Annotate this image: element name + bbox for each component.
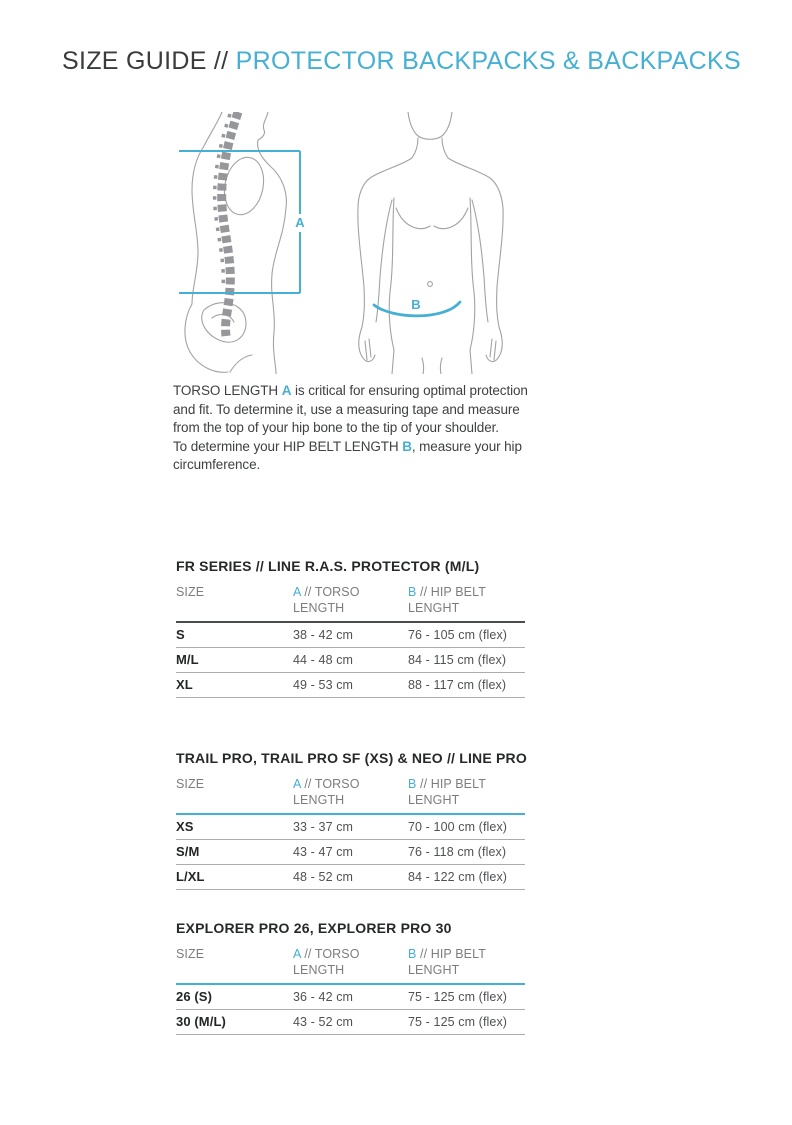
hip-belt-cell: 75 - 125 cm (flex) <box>408 990 508 1004</box>
header-text: // HIP BELT <box>416 585 486 599</box>
header-text: LENGHT <box>408 601 460 615</box>
column-header-hip-belt <box>408 776 525 808</box>
hip-belt-cell: 75 - 125 cm (flex) <box>408 1015 508 1029</box>
desc-text: circumference. <box>173 457 261 473</box>
torso-length-cell: 48 - 52 cm <box>293 870 354 884</box>
desc-text: , measure your hip <box>411 438 522 454</box>
header-accent-a: A <box>293 585 301 599</box>
column-header-size: SIZE <box>176 585 205 599</box>
header-text: LENGTH <box>293 963 345 977</box>
table-row <box>176 648 525 673</box>
size-cell: M/L <box>176 652 199 667</box>
table-row <box>176 623 525 648</box>
table-title: EXPLORER PRO 26, EXPLORER PRO 30 <box>176 920 452 936</box>
torso-length-cell: 36 - 42 cm <box>293 990 354 1004</box>
torso-length-cell: 43 - 47 cm <box>293 845 354 859</box>
torso-length-cell: 43 - 52 cm <box>293 1015 354 1029</box>
size-cell: S/M <box>176 844 200 859</box>
desc-text: and fit. To determine it, use a measuring tape and measure <box>173 401 520 417</box>
header-text: // TORSO <box>300 585 360 599</box>
table-header <box>176 946 525 983</box>
column-header-size: SIZE <box>176 947 205 961</box>
desc-accent-b: B <box>402 438 412 454</box>
torso-length-cell: 49 - 53 cm <box>293 678 354 692</box>
hip-belt-cell: 84 - 115 cm (flex) <box>408 653 507 667</box>
torso-length-cell: 44 - 48 cm <box>293 653 354 667</box>
header-text: // HIP BELT <box>416 777 486 791</box>
page-title-accent: PROTECTOR BACKPACKS & BACKPACKS <box>228 47 741 75</box>
size-cell: 26 (S) <box>176 989 213 1004</box>
desc-text: is critical for ensuring optimal protection <box>291 383 528 398</box>
torso-side-figure <box>176 112 316 374</box>
size-table-fr-series <box>176 557 525 698</box>
header-text: // TORSO <box>300 777 360 791</box>
column-header-torso-length <box>293 584 408 616</box>
column-header-hip-belt <box>408 946 525 978</box>
hip-belt-cell: 88 - 117 cm (flex) <box>408 678 507 692</box>
size-cell: L/XL <box>176 869 205 884</box>
table-row <box>176 865 525 890</box>
size-table-explorer-pro <box>176 919 525 1035</box>
header-text: LENGTH <box>293 793 345 807</box>
column-header-torso-length <box>293 946 408 978</box>
desc-text: TORSO LENGTH <box>173 383 282 398</box>
desc-accent-a: A <box>281 383 292 398</box>
table-header <box>176 776 525 813</box>
torso-length-cell: 33 - 37 cm <box>293 820 354 834</box>
header-text: // TORSO <box>300 947 360 961</box>
size-cell: 30 (M/L) <box>176 1014 226 1029</box>
size-table-trail-pro <box>176 749 525 890</box>
column-header-size: SIZE <box>176 777 205 791</box>
measure-label-b: B <box>411 297 421 312</box>
table-row <box>176 840 525 865</box>
hip-belt-cell: 84 - 122 cm (flex) <box>408 870 508 884</box>
desc-text: from the top of your hip bone to the tip of your shoulder. <box>173 420 499 436</box>
header-accent-a: A <box>293 947 301 961</box>
torso-illustration <box>358 112 503 374</box>
header-accent-b: B <box>408 585 417 599</box>
table-row <box>176 815 525 840</box>
header-text: LENGHT <box>408 963 460 977</box>
column-header-hip-belt <box>408 584 525 616</box>
table-header <box>176 584 525 621</box>
torso-front-figure <box>352 112 512 374</box>
hip-belt-measure <box>374 297 460 316</box>
size-cell: XL <box>176 677 193 692</box>
header-accent-b: B <box>408 947 417 961</box>
header-accent-b: B <box>408 777 417 791</box>
hip-belt-cell: 70 - 100 cm (flex) <box>408 820 508 834</box>
header-text: LENGTH <box>293 601 345 615</box>
column-header-torso-length <box>293 776 408 808</box>
table-row <box>176 985 525 1010</box>
size-cell: XS <box>176 819 194 834</box>
header-accent-a: A <box>293 777 301 791</box>
size-cell: S <box>176 627 185 642</box>
page-title-dark: SIZE GUIDE // <box>62 47 229 75</box>
measure-label-a: A <box>295 215 305 230</box>
hip-belt-cell: 76 - 105 cm (flex) <box>408 628 508 642</box>
torso-length-cell: 38 - 42 cm <box>293 628 354 642</box>
table-title: TRAIL PRO, TRAIL PRO SF (XS) & NEO // LINE PRO <box>176 750 527 766</box>
hip-belt-cell: 76 - 118 cm (flex) <box>408 845 507 859</box>
measurement-instructions <box>173 382 528 475</box>
table-title: FR SERIES // LINE R.A.S. PROTECTOR (M/L) <box>176 558 480 574</box>
torso-length-measure <box>179 151 305 293</box>
page-title <box>62 46 741 76</box>
table-row <box>176 1010 525 1035</box>
header-text: LENGHT <box>408 793 460 807</box>
desc-text: To determine your HIP BELT LENGTH <box>173 438 403 454</box>
header-text: // HIP BELT <box>416 947 486 961</box>
table-row <box>176 673 525 698</box>
